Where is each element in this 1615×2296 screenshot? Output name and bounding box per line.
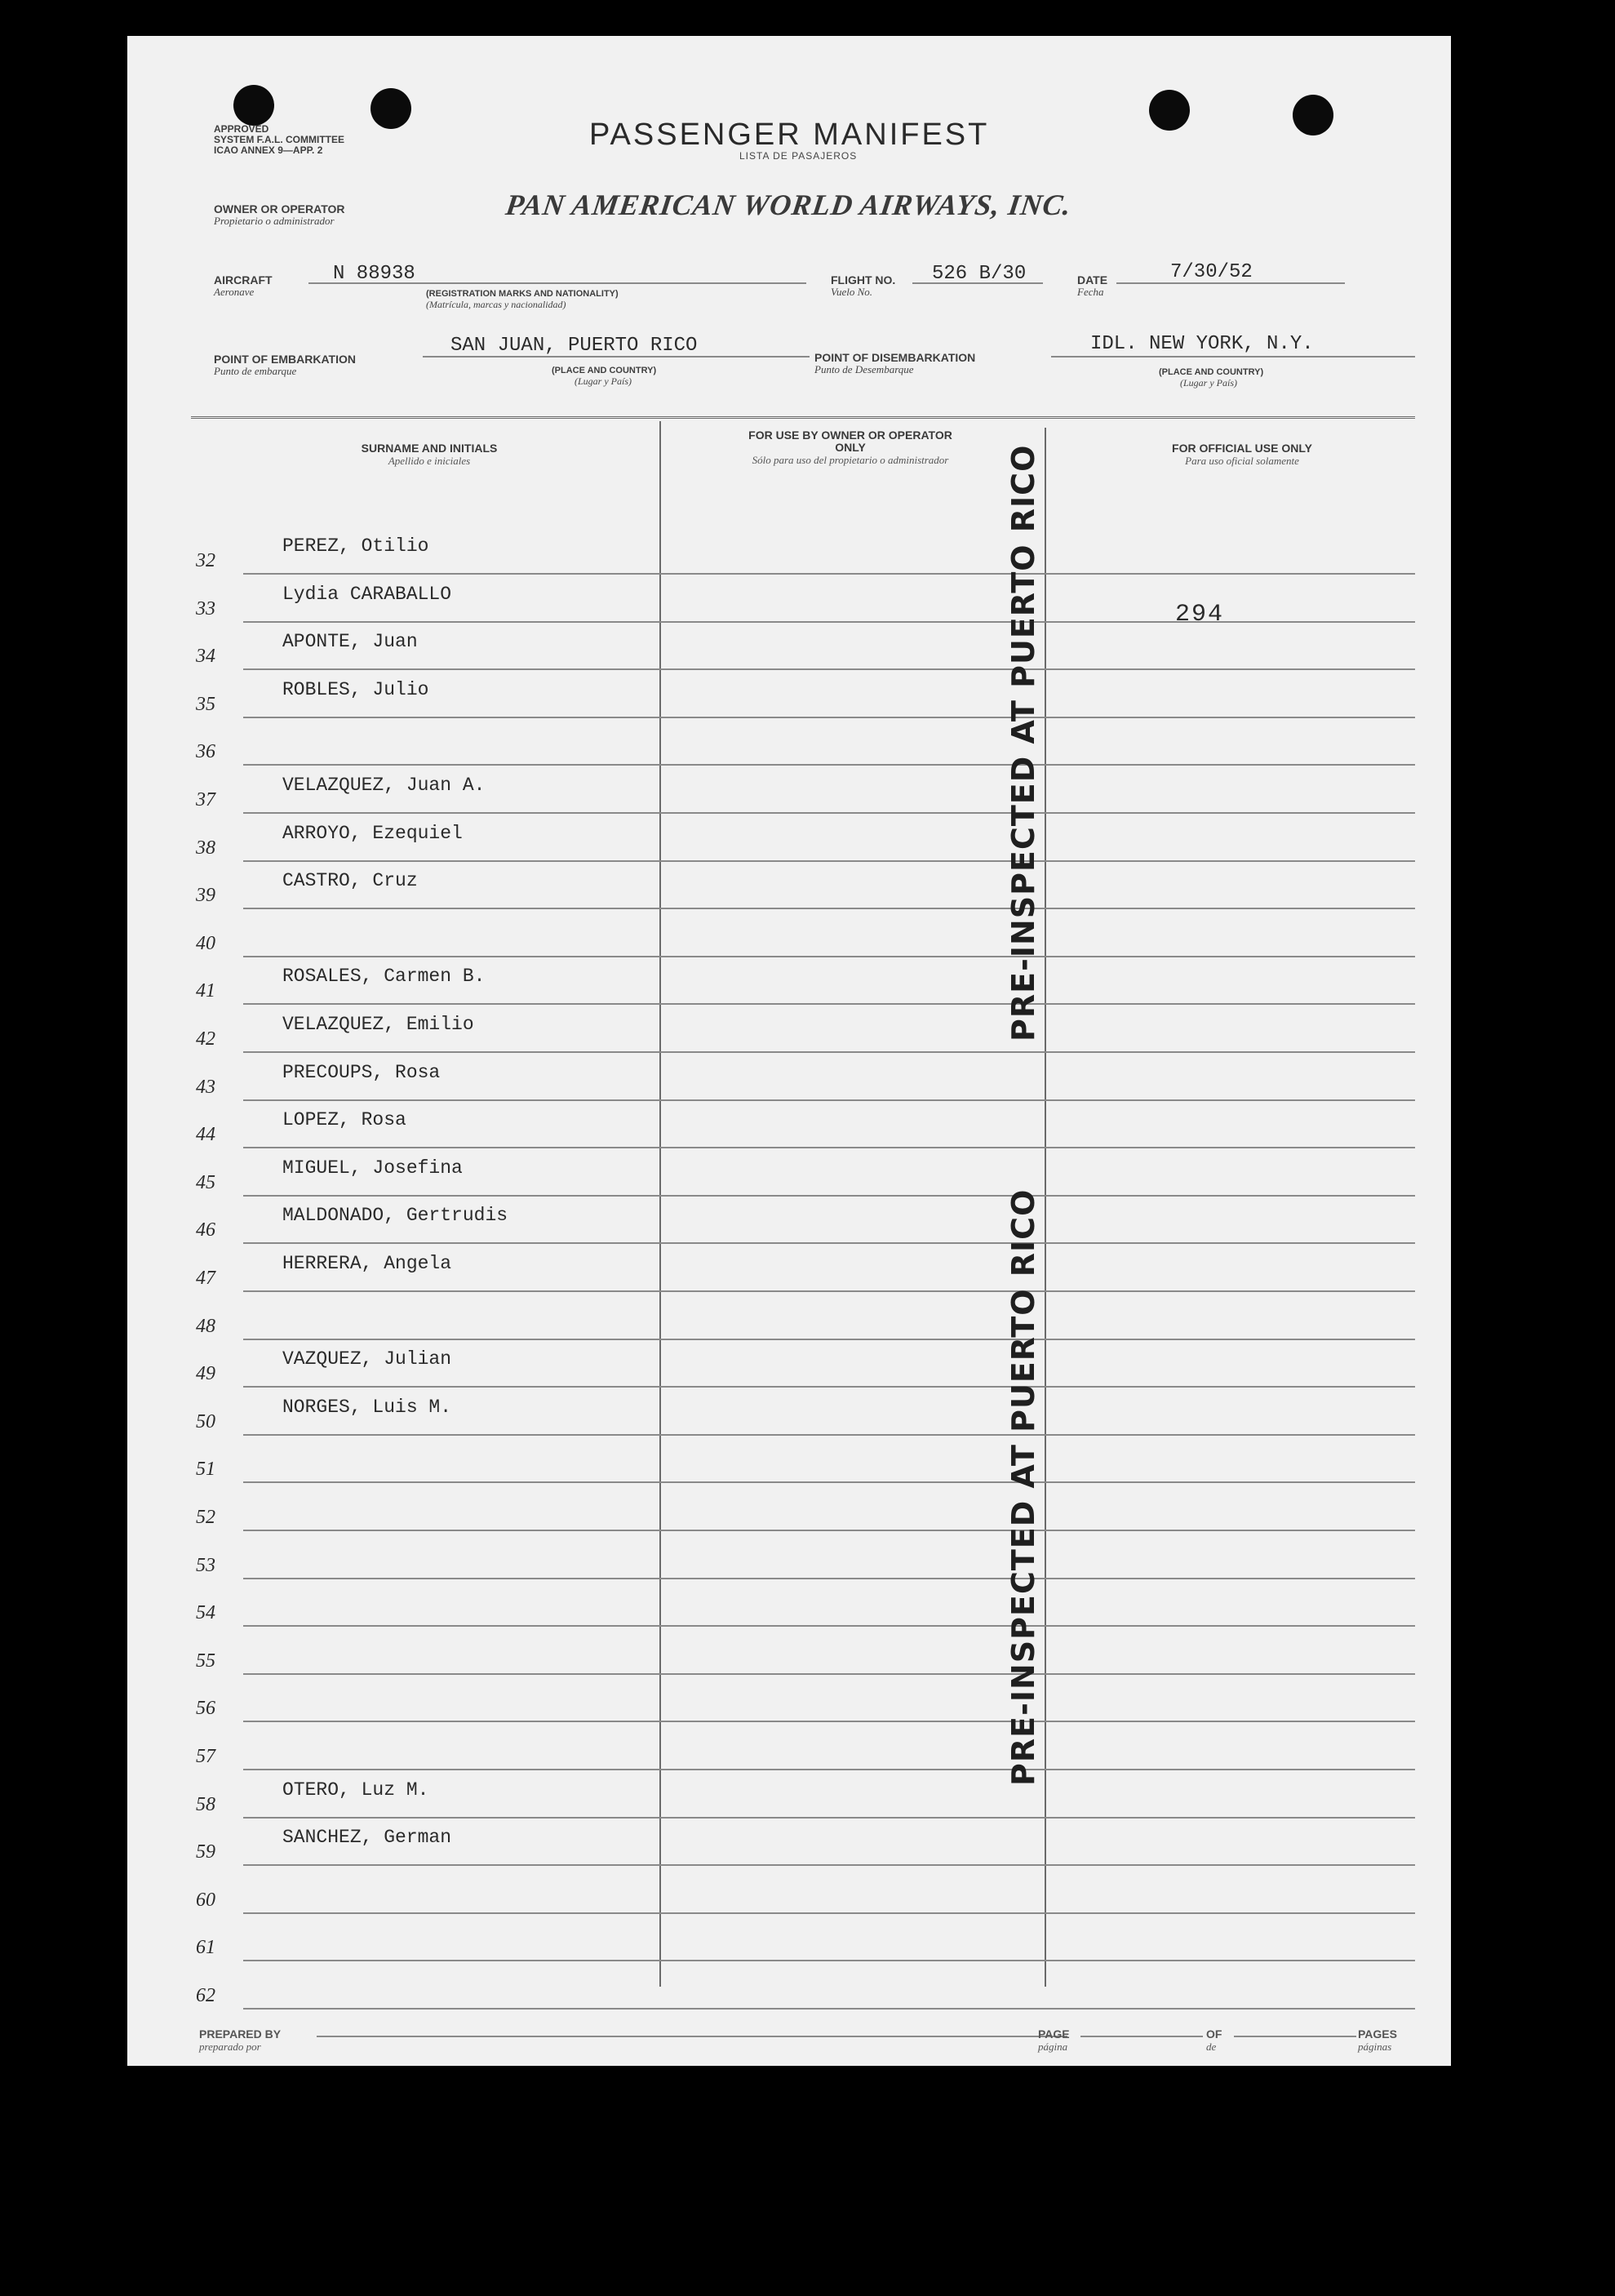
page-count	[1358, 2027, 1397, 2054]
passenger-name: LOPEZ, Rosa	[282, 1109, 406, 1131]
row-number: 35	[196, 693, 215, 715]
date-label: DATE	[1077, 273, 1108, 286]
pre-inspected-stamp: PRE-INSPECTED AT PUERTO RICO	[1005, 444, 1041, 1041]
passenger-name: SANCHEZ, German	[282, 1827, 452, 1849]
row-rule	[243, 1960, 1415, 1961]
passenger-name: Lydia CARABALLO	[282, 583, 452, 605]
official-use-header-text-es: Para uso oficial solamente	[1185, 455, 1299, 467]
row-rule	[243, 1339, 1415, 1340]
row-number: 49	[196, 1363, 215, 1385]
of-underline	[1234, 2036, 1356, 2037]
embarkation-label: POINT OF EMBARKATION	[214, 353, 356, 366]
row-rule	[243, 1578, 1415, 1579]
page-label-es: página	[1038, 2041, 1068, 2053]
passenger-name: VAZQUEZ, Julian	[282, 1348, 452, 1370]
prepared-by-label: PREPARED BY	[199, 2027, 282, 2041]
row-rule	[243, 1434, 1415, 1436]
owner-label: OWNER OR OPERATOR	[214, 202, 345, 215]
passenger-name: PEREZ, Otilio	[282, 535, 429, 557]
surname-header-text-es: Apellido e iniciales	[388, 455, 471, 467]
punch-hole	[1149, 90, 1190, 131]
row-rule	[243, 860, 1415, 862]
official-use-header-text: FOR OFFICIAL USE ONLY	[1172, 442, 1312, 455]
owner-use-header-text-es: Sólo para uso del propietario o administrador	[752, 454, 949, 466]
row-number: 62	[196, 1985, 215, 2006]
row-rule	[243, 1864, 1415, 1866]
row-rule	[243, 812, 1415, 814]
row-rule	[243, 1673, 1415, 1675]
row-rule	[243, 908, 1415, 909]
pages-label-es: páginas	[1358, 2041, 1392, 2053]
manifest-page	[127, 36, 1451, 2066]
flight-value: 526 B/30	[932, 263, 1027, 285]
row-rule	[243, 1099, 1415, 1101]
punch-hole	[233, 85, 274, 126]
disembarkation-note-es: (Lugar y País)	[1180, 377, 1237, 389]
operator-name: PAN AMERICAN WORLD AIRWAYS, INC.	[504, 189, 1074, 221]
disembarkation-underline	[1051, 356, 1415, 358]
row-number: 40	[196, 932, 215, 954]
row-rule	[243, 1386, 1415, 1388]
row-number: 42	[196, 1028, 215, 1050]
page-number	[1038, 2027, 1070, 2054]
passenger-name: MIGUEL, Josefina	[282, 1157, 463, 1179]
page-subtitle: LISTA DE PASAJEROS	[739, 150, 858, 162]
page-underline	[1080, 2036, 1203, 2037]
row-number: 37	[196, 789, 215, 810]
row-number: 59	[196, 1841, 215, 1863]
row-rule	[243, 1625, 1415, 1627]
row-rule	[243, 1290, 1415, 1292]
row-rule	[243, 1769, 1415, 1770]
column-divider	[659, 421, 661, 1987]
punch-hole	[1293, 95, 1333, 135]
aircraft-label-es: Aeronave	[214, 286, 255, 298]
row-rule	[243, 1481, 1415, 1483]
passenger-name: APONTE, Juan	[282, 631, 418, 653]
date-label-es: Fecha	[1077, 286, 1104, 298]
row-rule	[243, 1721, 1415, 1722]
row-rule	[243, 2008, 1415, 2010]
passenger-name: VELAZQUEZ, Emilio	[282, 1014, 474, 1035]
date-underline	[1116, 282, 1345, 284]
passenger-name: VELAZQUEZ, Juan A.	[282, 775, 486, 796]
column-divider	[1045, 428, 1046, 1987]
approval-line: SYSTEM F.A.L. COMMITTEE	[214, 134, 345, 145]
row-rule	[243, 621, 1415, 623]
passenger-name: NORGES, Luis M.	[282, 1396, 452, 1418]
row-rule	[243, 1912, 1415, 1914]
embarkation-underline	[423, 356, 810, 358]
row-number: 46	[196, 1219, 215, 1241]
row-number: 51	[196, 1459, 215, 1481]
row-number: 56	[196, 1698, 215, 1720]
row-number: 53	[196, 1554, 215, 1576]
row-number: 39	[196, 885, 215, 907]
flight-label: FLIGHT NO.	[831, 273, 896, 286]
pages-label: PAGES	[1358, 2027, 1397, 2041]
row-rule	[243, 764, 1415, 766]
row-rule	[243, 573, 1415, 575]
passenger-name: ARROYO, Ezequiel	[282, 822, 463, 844]
row-number: 34	[196, 646, 215, 668]
row-number: 58	[196, 1793, 215, 1815]
owner-label-es: Propietario o administrador	[214, 215, 335, 227]
disembarkation-value: IDL. NEW YORK, N.Y.	[1090, 333, 1314, 355]
approval-line: ICAO ANNEX 9—APP. 2	[214, 144, 323, 156]
row-number: 57	[196, 1746, 215, 1767]
prepared-by-label-es: preparado por	[199, 2041, 261, 2053]
punch-hole	[370, 88, 411, 129]
passenger-name: OTERO, Luz M.	[282, 1779, 429, 1801]
row-number: 61	[196, 1937, 215, 1959]
disembarkation-label: POINT OF DISEMBARKATION	[814, 351, 976, 364]
row-number: 44	[196, 1124, 215, 1146]
passenger-name: HERRERA, Angela	[282, 1253, 452, 1274]
aircraft-label: AIRCRAFT	[214, 273, 273, 286]
row-rule	[243, 668, 1415, 670]
prepared-by-underline	[317, 2036, 1067, 2037]
of-label-es: de	[1206, 2041, 1217, 2053]
row-number: 47	[196, 1268, 215, 1289]
row-rule	[243, 956, 1415, 957]
date-value: 7/30/52	[1170, 261, 1253, 283]
passenger-name: ROSALES, Carmen B.	[282, 966, 486, 988]
official-use-column-header	[1103, 442, 1381, 467]
row-number: 55	[196, 1650, 215, 1672]
page-of	[1206, 2027, 1222, 2054]
embarkation-label-es: Punto de embarque	[214, 365, 297, 377]
row-rule	[243, 1817, 1415, 1819]
row-rule	[243, 1195, 1415, 1197]
row-number: 36	[196, 741, 215, 763]
prepared-by	[199, 2027, 281, 2054]
row-number: 38	[196, 837, 215, 859]
flight-underline	[912, 282, 1043, 284]
surname-column-header	[291, 442, 568, 467]
owner-use-column-header	[736, 429, 965, 466]
row-number: 52	[196, 1507, 215, 1528]
passenger-name: ROBLES, Julio	[282, 678, 429, 700]
approval-line: APPROVED	[214, 123, 269, 135]
embarkation-note-es: (Lugar y País)	[575, 375, 632, 387]
row-number: 45	[196, 1171, 215, 1193]
row-number: 33	[196, 597, 215, 620]
row-number: 50	[196, 1410, 215, 1432]
passenger-name: PRECOUPS, Rosa	[282, 1061, 441, 1083]
row-number: 54	[196, 1602, 215, 1624]
registration-note: (REGISTRATION MARKS AND NATIONALITY)	[426, 289, 619, 299]
passenger-name: CASTRO, Cruz	[282, 870, 418, 892]
disembarkation-note: (PLACE AND COUNTRY)	[1159, 367, 1264, 377]
row-rule	[243, 1003, 1415, 1005]
row-number: 60	[196, 1889, 215, 1911]
registration-note-es: (Matrícula, marcas y nacionalidad)	[426, 299, 566, 310]
row-number: 48	[196, 1315, 215, 1337]
official-mark: 294	[1175, 601, 1225, 628]
aircraft-underline	[308, 282, 806, 284]
row-number: 32	[196, 550, 215, 571]
embarkation-value: SAN JUAN, PUERTO RICO	[450, 335, 698, 357]
row-rule	[243, 1242, 1415, 1244]
row-number: 41	[196, 980, 215, 1002]
owner-use-header-text: FOR USE BY OWNER OR OPERATOR ONLY	[748, 429, 952, 454]
page-title: PASSENGER MANIFEST	[589, 118, 990, 152]
pre-inspected-stamp: PRE-INSPECTED AT PUERTO RICO	[1005, 1188, 1041, 1786]
surname-header-text: SURNAME AND INITIALS	[361, 442, 498, 455]
row-rule	[243, 1147, 1415, 1148]
disembarkation-label-es: Punto de Desembarque	[814, 363, 914, 375]
of-label: OF	[1206, 2027, 1222, 2041]
table-top-rule	[191, 416, 1415, 419]
row-number: 43	[196, 1076, 215, 1098]
row-rule	[243, 717, 1415, 718]
aircraft-value: N 88938	[333, 263, 415, 285]
embarkation-note: (PLACE AND COUNTRY)	[552, 366, 657, 375]
row-rule	[243, 1051, 1415, 1053]
page-label: PAGE	[1038, 2027, 1070, 2041]
row-rule	[243, 1530, 1415, 1531]
flight-label-es: Vuelo No.	[831, 286, 873, 298]
passenger-name: MALDONADO, Gertrudis	[282, 1205, 508, 1227]
